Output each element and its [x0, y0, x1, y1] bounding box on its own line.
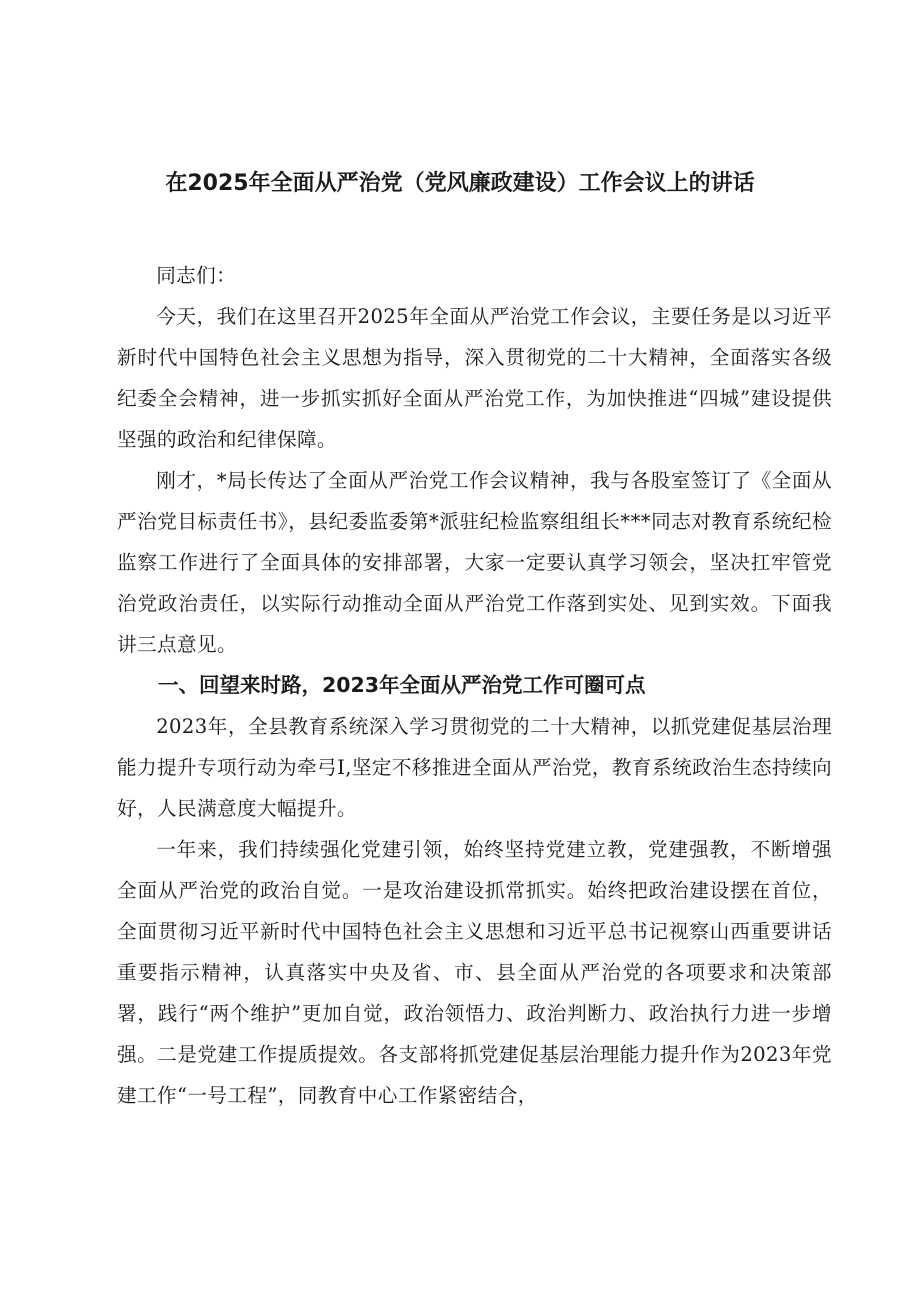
- salutation: 同志们：: [156, 264, 237, 287]
- section-heading: 一、回望来时路，2023年全面从严治党工作可圈可点: [158, 673, 646, 697]
- body-paragraph: 一年来，我们持续强化党建引领，始终坚持党建立教，党建强教，不断增强全面从严治党的政治自觉。一是攻治建设抓常抓实。始终把政治建设摆在首位，全面贯彻习近平新时代中国特色社会主义思想和习近平总书记视察山西重要讲话重要指示精神，认真落实中央及省、市、县全面从严治党的各项要求和决策部署，践行“两个维护”更加自觉，政治领悟力、政治判断力、政治执行力进一步增强。二是党建工作提质提效。各支部将抓党建促基层治理能力提升作为2023年党建工作“一号工程”，同教育中心工作紧密结合，: [117, 838, 832, 1107]
- document-title: 在2025年全面从严治党（党风廉政建设）工作会议上的讲话: [165, 171, 755, 196]
- body-paragraph: 2023年，全县教育系统深入学习贯彻党的二十大精神，以抓党建促基层治理能力提升专项行动为牵弓I,坚定不移推进全面从严治党，教育系统政治生态持续向好，人民满意度大幅提升。: [117, 715, 832, 820]
- body-paragraph: 今天，我们在这里召开2025年全面从严治党工作会议，主要任务是以习近平新时代中国特色社会主义思想为指导，深入贯彻党的二十大精神，全面落实各级纪委全会精神，进一步抓实抓好全面从严治党工作，为加快推进“四城”建设提供坚强的政治和纪律保障。: [117, 305, 832, 451]
- document-body: [117, 255, 832, 1116]
- body-paragraph: 刚才，*局长传达了全面从严治党工作会议精神，我与各股室签订了《全面从严治党目标责任书》，县纪委监委第*派驻纪检监察组组长***同志对教育系统纪检监察工作进行了全面具体的安排部署，大家一定要认真学习领会，坚决扛牢管党治党政治责任，以实际行动推动全面从严治党工作落到实处、见到实效。下面我讲三点意见。: [117, 469, 832, 656]
